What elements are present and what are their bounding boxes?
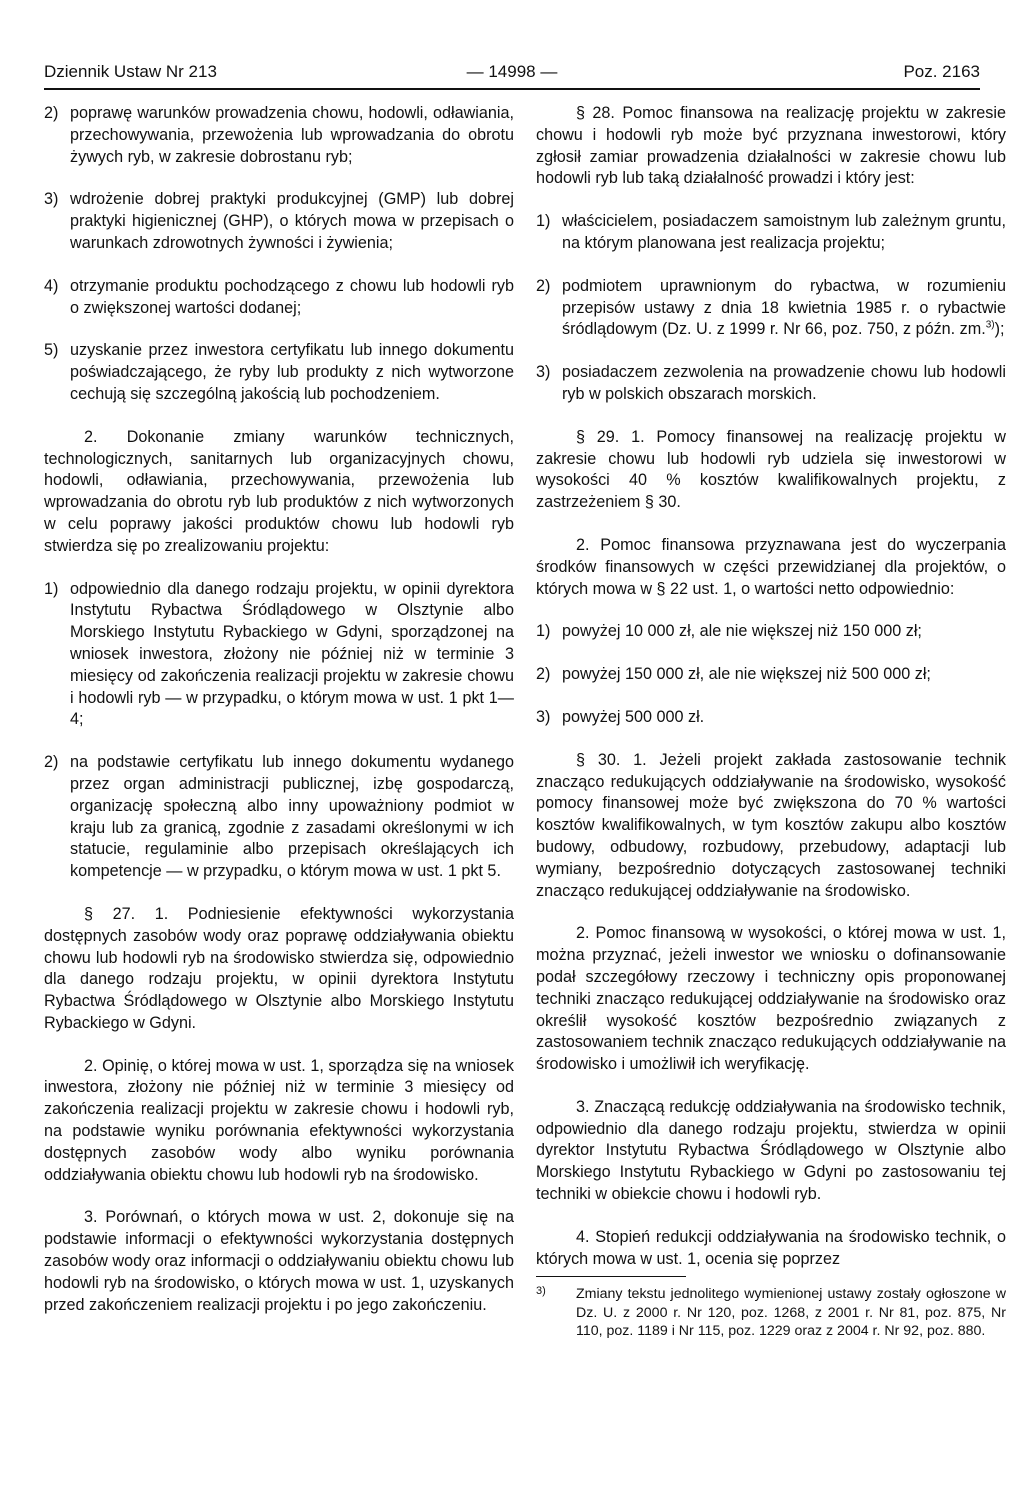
paragraph-30-1: § 30. 1. Jeżeli projekt zakłada zastosowanie technik znacząco redukujących oddziaływanie na środowisko, wysokość pomocy finansowej może być zwiększona do 70 % wartości kosztów kwalifikowalnych, w tym kosztów zakupu albo kosztów budowy, odbudowy, rozbudowy, przebudowy, adaptacji lub wymiany, bezpośrednio dotyczących zastosowanej techniki znacząco redukującej oddziaływanie na środowisko. [536,750,1006,900]
footnote-divider [536,1276,686,1277]
paragraph-29-2: 2. Pomoc finansowa przyznawana jest do wyczerpania środków finansowych w części przewidzianej dla projektów, o których mowa w § 22 ust. 1, o wartości netto odpowiednio: [536,535,1006,598]
right-column [536,103,1006,1341]
item-text-body: podmiotem uprawnionym do rybactwa, w rozumieniu przepisów ustawy z dnia 18 kwietnia 1985 r. o rybactwie śródlądowym (Dz. U. z 1999 r. Nr 66, poz. 750, z późn. zm. [562,276,1006,339]
list-item [44,752,514,883]
footnote-text: Zmiany tekstu jednolitego wymienionej ustawy zostały ogłoszone w Dz. U. z 2000 r. Nr 120, poz. 1268, z 2001 r. Nr 81, poz. 875, Nr 110, poz. 1189 i Nr 115, poz. 1229 oraz z 2004 r. Nr 92, poz. 880. [576,1286,1006,1340]
paragraph-26-2: 2. Dokonanie zmiany warunków technicznych, technologicznych, sanitarnych lub organizacyjnych chowu, hodowli, odławiania, przechowywania, przewożenia lub wprowadzania do obrotu ryb lub produktów z nich wytworzonych w celu poprawy jakości produktów chowu lub hodowli ryb stwierdza się po zrealizowaniu projektu: [44,427,514,555]
item-text: właścicielem, posiadaczem samoistnym lub zależnym gruntu, na którym planowana jest realizacja projektu; [562,212,1006,252]
item-text-tail: ); [994,320,1005,339]
item-number: 2) [44,104,59,122]
paragraph-29-1: § 29. 1. Pomocy finansowej na realizację projektu w zakresie chowu lub hodowli ryb udziela się inwestorowi w wysokości 40 % kosztów kwalifikowalnych projektu, z zastrzeżeniem § 30. [536,427,1006,512]
item-text [562,276,1006,341]
item-number: 5) [44,341,59,360]
left-column [44,103,514,1337]
item-text: odpowiednio dla danego rodzaju projektu, w opinii dyrektora Instytutu Rybactwa Śródlądowego w Olsztynie albo Morskiego Instytutu Rybackiego w Gdyni, sporządzonej na wniosek inwestora, złożony nie później niż w terminie 3 miesięcy od zakończenia realizacji projektu w zakresie chowu i hodowli ryb — w przypadku, o którym mowa w ust. 1 pkt 1—4; [70,579,514,729]
item-text: wdrożenie dobrej praktyki produkcyjnej (GMP) lub dobrej praktyki higienicznej (GHP), o których mowa w przepisach o warunkach zdrowotnych żywności i żywienia; [70,190,514,252]
item-number: 2) [536,665,551,684]
item-number: 3) [536,363,551,382]
list-item [44,340,514,405]
item-number: 1) [44,579,59,598]
page-header [44,62,980,90]
paragraph-27-1: § 27. 1. Podniesienie efektywności wykorzystania dostępnych zasobów wody oraz poprawę oddziaływania obiektu chowu lub hodowli ryb na środowisko stwierdza się, odpowiednio dla danego rodzaju projektu, w opinii dyrektora Instytutu Rybactwa Śródlądowego w Olsztynie albo Morskiego Instytutu Rybackiego w Gdyni. [44,904,514,1032]
paragraph-27-2: 2. Opinię, o której mowa w ust. 1, sporządza się na wniosek inwestora, złożony nie później niż w terminie 3 miesięcy od zakończenia realizacji projektu w zakresie chowu i hodowli ryb, na podstawie wyniku porównania efektywności wykorzystania dostępnych zasobów wody albo wyniku porównania oddziaływania obiektu chowu lub hodowli ryb na środowisko. [44,1056,514,1184]
list-item [536,362,1006,406]
list-item [536,621,1006,643]
list-item [44,276,514,320]
item-text: uzyskanie przez inwestora certyfikatu lub innego dokumentu poświadczającego, że ryby lub produkty z nich wytworzone cechują się szczególną jakością lub pochodzeniem. [70,341,514,403]
list-item [536,211,1006,255]
paragraph-28: § 28. Pomoc finansowa na realizację projektu w zakresie chowu i hodowli ryb może być przyznana inwestorowi, który zgłosił zamiar prowadzenia działalności w zakresie chowu lub hodowli ryb lub taką działalność prowadzi i który jest: [536,104,1006,188]
item-text: powyżej 10 000 zł, ale nie większej niż 150 000 zł; [562,622,922,641]
item-number: 3) [536,707,551,726]
list-item [536,707,1006,729]
item-number: 4) [44,276,59,295]
item-text: posiadaczem zezwolenia na prowadzenie chowu lub hodowli ryb w polskich obszarach morskich. [562,363,1006,403]
paragraph-30-3: 3. Znaczącą redukcję oddziaływania na środowisko technik, odpowiednio dla danego rodzaju projektu, stwierdza w opinii dyrektor Instytutu Rybactwa Śródlądowego w Olsztynie albo Morskiego Instytutu Rybackiego w Gdyni po zastosowaniu tej techniki w obiekcie chowu i hodowli ryb. [536,1097,1006,1204]
footnote [536,1285,1006,1340]
footnote-number: 3) [536,1285,546,1298]
item-text: powyżej 150 000 zł, ale nie większej niż 500 000 zł; [562,665,931,684]
item-text: na podstawie certyfikatu lub innego dokumentu wydanego przez organ administracji publicznej, izbę gospodarczą, organizację społeczną albo inny upoważniony podmiot w kraju lub za granicą, zgodnie z zasadami określonymi w ich statucie, regulaminie albo przepisach określających ich kompetencje — w przypadku, o którym mowa w ust. 1 pkt 5. [70,753,514,881]
list-item [44,579,514,732]
item-number: 1) [536,212,551,231]
footnote-ref: 3) [985,319,995,331]
item-text: otrzymanie produktu pochodzącego z chowu lub hodowli ryb o zwiększonej wartości dodanej; [70,276,514,317]
item-text: poprawę warunków prowadzenia chowu, hodowli, odławiania, przechowywania, przewożenia lub wprowadzania do obrotu żywych ryb, w zakresie dobrostanu ryb; [70,104,514,166]
item-number: 2) [536,276,551,295]
list-item [44,189,514,254]
list-item [536,664,1006,686]
paragraph-27-3: 3. Porównań, o których mowa w ust. 2, dokonuje się na podstawie informacji o efektywności wykorzystania dostępnych zasobów wody oraz informacji o oddziaływaniu obiektu chowu lub hodowli ryb na środowisko, o których mowa w ust. 1, uzyskanych przed zakończeniem realizacji projektu i po jego zakończeniu. [44,1208,514,1314]
paragraph-30-4: 4. Stopień redukcji oddziaływania na środowisko technik, o których mowa w ust. 1, ocenia się poprzez [536,1227,1006,1268]
item-number: 1) [536,622,551,641]
item-number: 3) [44,190,59,209]
page-number: — 14998 — [466,62,558,81]
list-item [536,276,1006,341]
list-item [44,103,514,168]
paragraph-30-2: 2. Pomoc finansową w wysokości, o której mowa w ust. 1, można przyznać, jeżeli inwestor we wniosku o dofinansowanie podał szczegółowy rzeczowy i techniczny opis proponowanej techniki znacząco redukującej oddziaływanie na środowisko oraz określił wysokość kosztów bezpośrednio związanych z zastosowaniem technik znacząco redukujących oddziaływanie na środowisko i umożliwił ich weryfikację. [536,924,1006,1074]
journal-title: Dziennik Ustaw Nr 213 [44,62,217,81]
item-number: 2) [44,753,59,772]
position-number: Poz. 2163 [903,62,980,81]
item-text: powyżej 500 000 zł. [562,707,705,726]
